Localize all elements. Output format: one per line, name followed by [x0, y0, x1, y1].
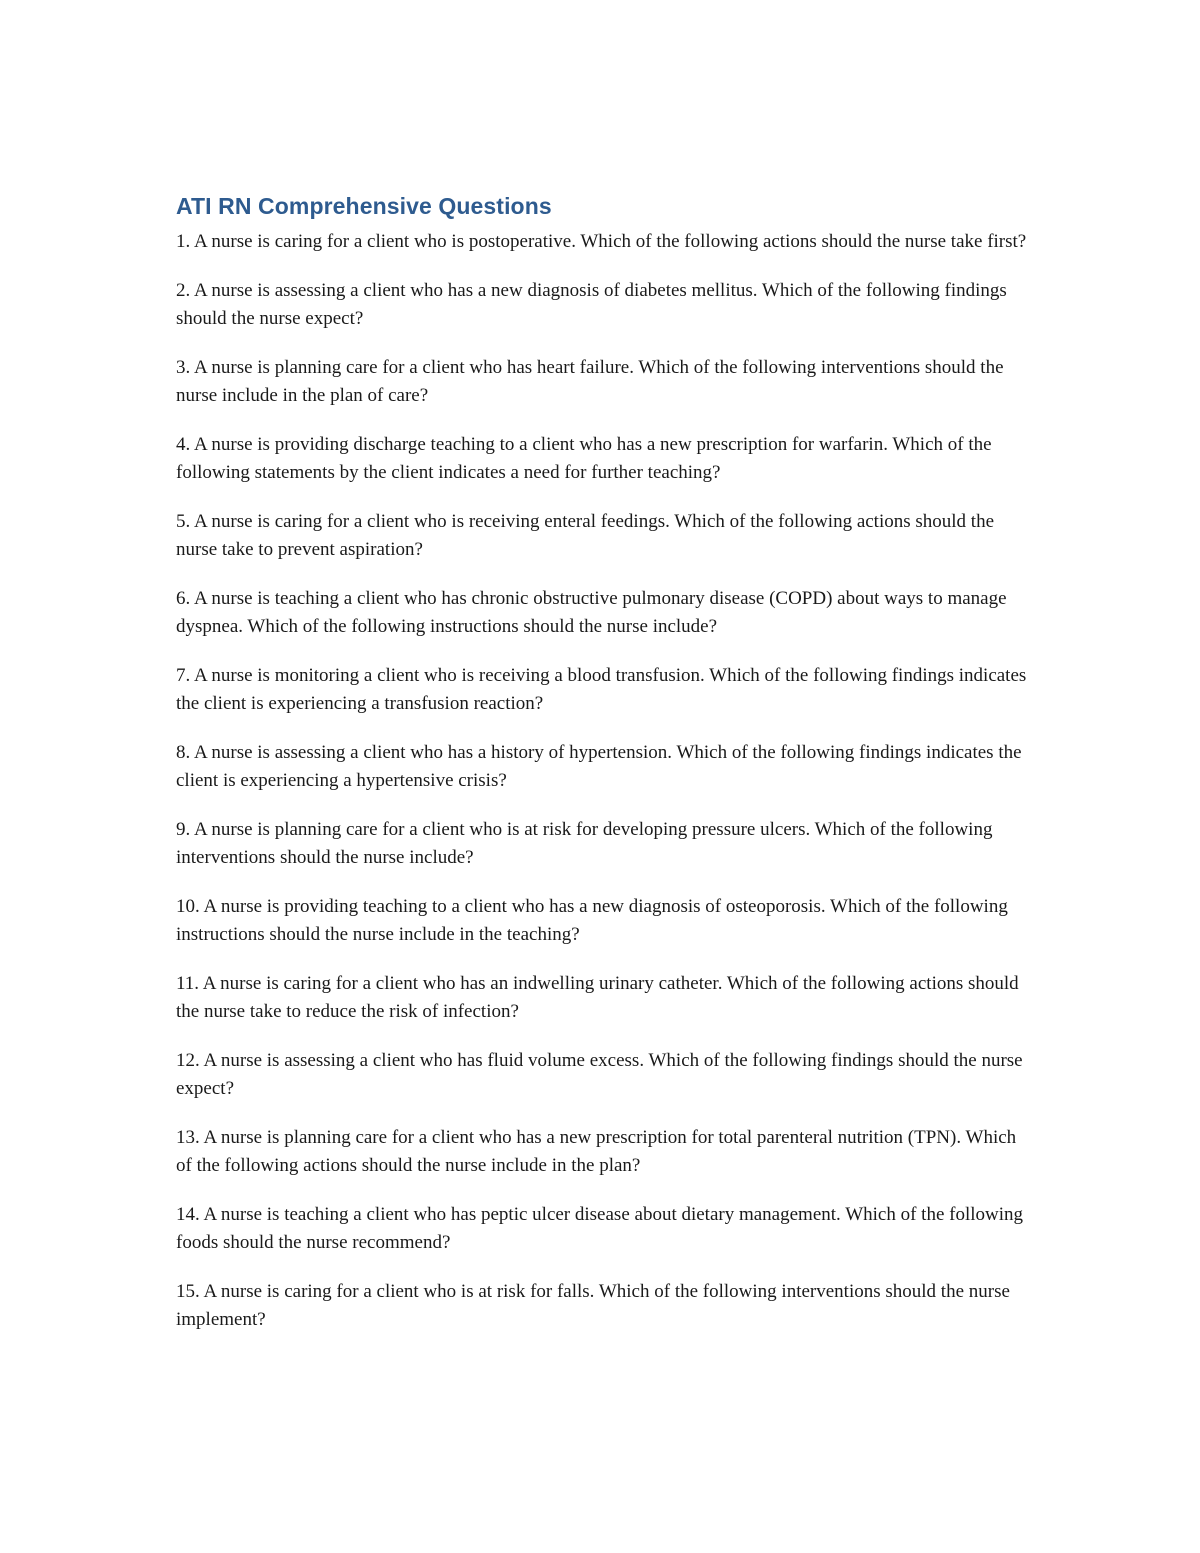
question-11: 11. A nurse is caring for a client who has an indwelling urinary catheter. Which of the following actions should the nurse take to reduce the risk of infection?	[176, 972, 1019, 1022]
question-12: 12. A nurse is assessing a client who has fluid volume excess. Which of the following findings should the nurse expect?	[176, 1049, 1023, 1099]
question-1: 1. A nurse is caring for a client who is postoperative. Which of the following actions should the nurse take first?	[176, 231, 1027, 252]
question-4: 4. A nurse is providing discharge teaching to a client who has a new prescription for warfarin. Which of the following statements by the client indicates a need for further teaching?	[176, 433, 992, 483]
question-14: 14. A nurse is teaching a client who has peptic ulcer disease about dietary management. Which of the following foods should the nurse recommend?	[176, 1203, 1024, 1253]
question-7: 7. A nurse is monitoring a client who is receiving a blood transfusion. Which of the following findings indicates the client is experiencing a transfusion reaction?	[176, 664, 1027, 714]
question-3: 3. A nurse is planning care for a client who has heart failure. Which of the following interventions should the nurse include in the plan of care?	[176, 356, 1004, 406]
document-title: ATI RN Comprehensive Questions	[176, 193, 552, 219]
question-13: 13. A nurse is planning care for a client who has a new prescription for total parenteral nutrition (TPN). Which of the following actions should the nurse include in the plan?	[176, 1126, 1017, 1176]
question-8: 8. A nurse is assessing a client who has a history of hypertension. Which of the following findings indicates the client is experiencing a hypertensive crisis?	[176, 741, 1022, 791]
question-10: 10. A nurse is providing teaching to a client who has a new diagnosis of osteoporosis. Which of the following instructions should the nurse include in the teaching?	[176, 895, 1008, 945]
question-15: 15. A nurse is caring for a client who is at risk for falls. Which of the following interventions should the nurse implement?	[176, 1280, 1010, 1330]
question-9: 9. A nurse is planning care for a client who is at risk for developing pressure ulcers. Which of the following interventions should the nurse include?	[176, 818, 993, 868]
question-5: 5. A nurse is caring for a client who is receiving enteral feedings. Which of the following actions should the nurse take to prevent aspiration?	[176, 510, 995, 560]
question-2: 2. A nurse is assessing a client who has a new diagnosis of diabetes mellitus. Which of the following findings should the nurse expect?	[176, 279, 1007, 329]
question-6: 6. A nurse is teaching a client who has chronic obstructive pulmonary disease (COPD) about ways to manage dyspnea. Which of the following instructions should the nurse include?	[176, 587, 1007, 637]
document-body	[176, 190, 1036, 1355]
